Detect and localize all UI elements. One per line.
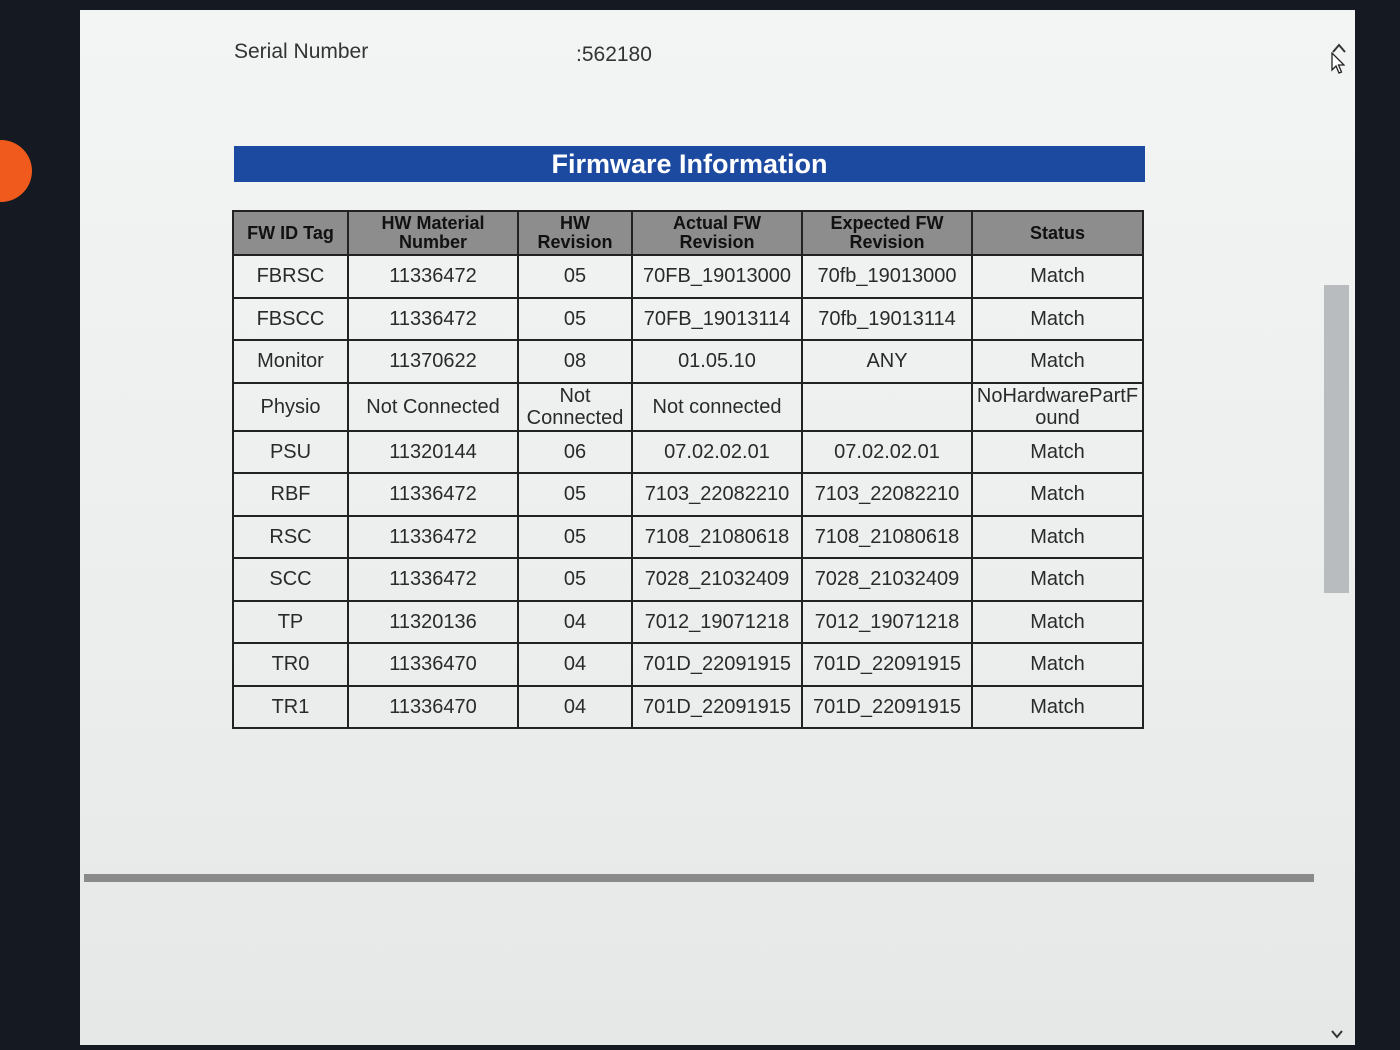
hw-revision-cell: 06 [518, 431, 632, 474]
hw-material-number-cell: 11336472 [348, 516, 518, 559]
hw-material-number-cell: 11336470 [348, 643, 518, 686]
table-header-row [233, 211, 1143, 255]
hw-revision-cell: 05 [518, 516, 632, 559]
hw-revision-cell: 05 [518, 255, 632, 298]
expected-fw-revision-cell: 07.02.02.01 [802, 431, 972, 474]
fw-id-tag-cell: FBRSC [233, 255, 348, 298]
hw-revision-cell: 08 [518, 340, 632, 383]
status-cell: Match [972, 558, 1143, 601]
status-cell: Match [972, 473, 1143, 516]
status-cell: Match [972, 643, 1143, 686]
table-row [233, 298, 1143, 341]
status-cell: Match [972, 516, 1143, 559]
status-cell: NoHardwarePartFound [972, 383, 1143, 431]
serial-number-value: :562180 [576, 43, 652, 66]
hw-material-number-cell: 11320136 [348, 601, 518, 644]
actual-fw-revision-cell: 701D_22091915 [632, 686, 802, 729]
section-title-banner: Firmware Information [234, 146, 1145, 182]
status-cell: Match [972, 686, 1143, 729]
status-cell: Match [972, 340, 1143, 383]
column-header: HW Revision [518, 211, 632, 255]
hw-material-number-cell: 11336472 [348, 558, 518, 601]
hw-revision-cell: 04 [518, 643, 632, 686]
table-row [233, 383, 1143, 431]
expected-fw-revision-cell: 701D_22091915 [802, 686, 972, 729]
table-row [233, 686, 1143, 729]
actual-fw-revision-cell: 70FB_19013000 [632, 255, 802, 298]
column-header: Status [972, 211, 1143, 255]
actual-fw-revision-cell: 7103_22082210 [632, 473, 802, 516]
actual-fw-revision-cell: 701D_22091915 [632, 643, 802, 686]
hw-material-number-cell: Not Connected [348, 383, 518, 431]
expected-fw-revision-cell: ANY [802, 340, 972, 383]
expected-fw-revision-cell: 7108_21080618 [802, 516, 972, 559]
fw-id-tag-cell: TR0 [233, 643, 348, 686]
report-viewer [80, 10, 1355, 1045]
serial-number-label: Serial Number [234, 40, 369, 63]
status-cell: Match [972, 601, 1143, 644]
fw-id-tag-cell: RSC [233, 516, 348, 559]
fw-id-tag-cell: TP [233, 601, 348, 644]
actual-fw-revision-cell: 07.02.02.01 [632, 431, 802, 474]
expected-fw-revision-cell [802, 383, 972, 431]
actual-fw-revision-cell: 01.05.10 [632, 340, 802, 383]
table-row [233, 255, 1143, 298]
table-row [233, 601, 1143, 644]
expected-fw-revision-cell: 70fb_19013000 [802, 255, 972, 298]
expected-fw-revision-cell: 70fb_19013114 [802, 298, 972, 341]
actual-fw-revision-cell: 70FB_19013114 [632, 298, 802, 341]
fw-id-tag-cell: SCC [233, 558, 348, 601]
column-header: Expected FW Revision [802, 211, 972, 255]
hw-material-number-cell: 11336470 [348, 686, 518, 729]
firmware-table [232, 210, 1144, 729]
scrollbar-thumb[interactable] [1324, 285, 1349, 593]
fw-id-tag-cell: TR1 [233, 686, 348, 729]
device-indicator-light [0, 140, 32, 202]
hw-material-number-cell: 11336472 [348, 298, 518, 341]
table-row [233, 558, 1143, 601]
actual-fw-revision-cell: 7028_21032409 [632, 558, 802, 601]
mouse-pointer-icon [1331, 52, 1345, 76]
expected-fw-revision-cell: 7028_21032409 [802, 558, 972, 601]
hw-revision-cell: 05 [518, 473, 632, 516]
hw-material-number-cell: 11336472 [348, 255, 518, 298]
hw-revision-cell: 05 [518, 558, 632, 601]
vertical-scrollbar[interactable] [1325, 20, 1355, 1040]
actual-fw-revision-cell: 7108_21080618 [632, 516, 802, 559]
hw-revision-cell: 04 [518, 601, 632, 644]
actual-fw-revision-cell: 7012_19071218 [632, 601, 802, 644]
expected-fw-revision-cell: 7103_22082210 [802, 473, 972, 516]
status-cell: Match [972, 255, 1143, 298]
status-cell: Match [972, 298, 1143, 341]
fw-id-tag-cell: Physio [233, 383, 348, 431]
expected-fw-revision-cell: 701D_22091915 [802, 643, 972, 686]
table-row [233, 431, 1143, 474]
column-header: HW Material Number [348, 211, 518, 255]
hw-revision-cell: 04 [518, 686, 632, 729]
actual-fw-revision-cell: Not connected [632, 383, 802, 431]
hw-material-number-cell: 11370622 [348, 340, 518, 383]
hw-revision-cell: 05 [518, 298, 632, 341]
hw-material-number-cell: 11320144 [348, 431, 518, 474]
table-row [233, 516, 1143, 559]
fw-id-tag-cell: RBF [233, 473, 348, 516]
column-header: Actual FW Revision [632, 211, 802, 255]
table-row [233, 473, 1143, 516]
table-row [233, 340, 1143, 383]
column-header: FW ID Tag [233, 211, 348, 255]
hw-material-number-cell: 11336472 [348, 473, 518, 516]
expected-fw-revision-cell: 7012_19071218 [802, 601, 972, 644]
hw-revision-cell: Not Connected [518, 383, 632, 431]
fw-id-tag-cell: FBSCC [233, 298, 348, 341]
table-row [233, 643, 1143, 686]
chevron-down-icon[interactable] [1327, 1026, 1347, 1045]
page-break-divider [84, 874, 1314, 882]
status-cell: Match [972, 431, 1143, 474]
fw-id-tag-cell: Monitor [233, 340, 348, 383]
fw-id-tag-cell: PSU [233, 431, 348, 474]
